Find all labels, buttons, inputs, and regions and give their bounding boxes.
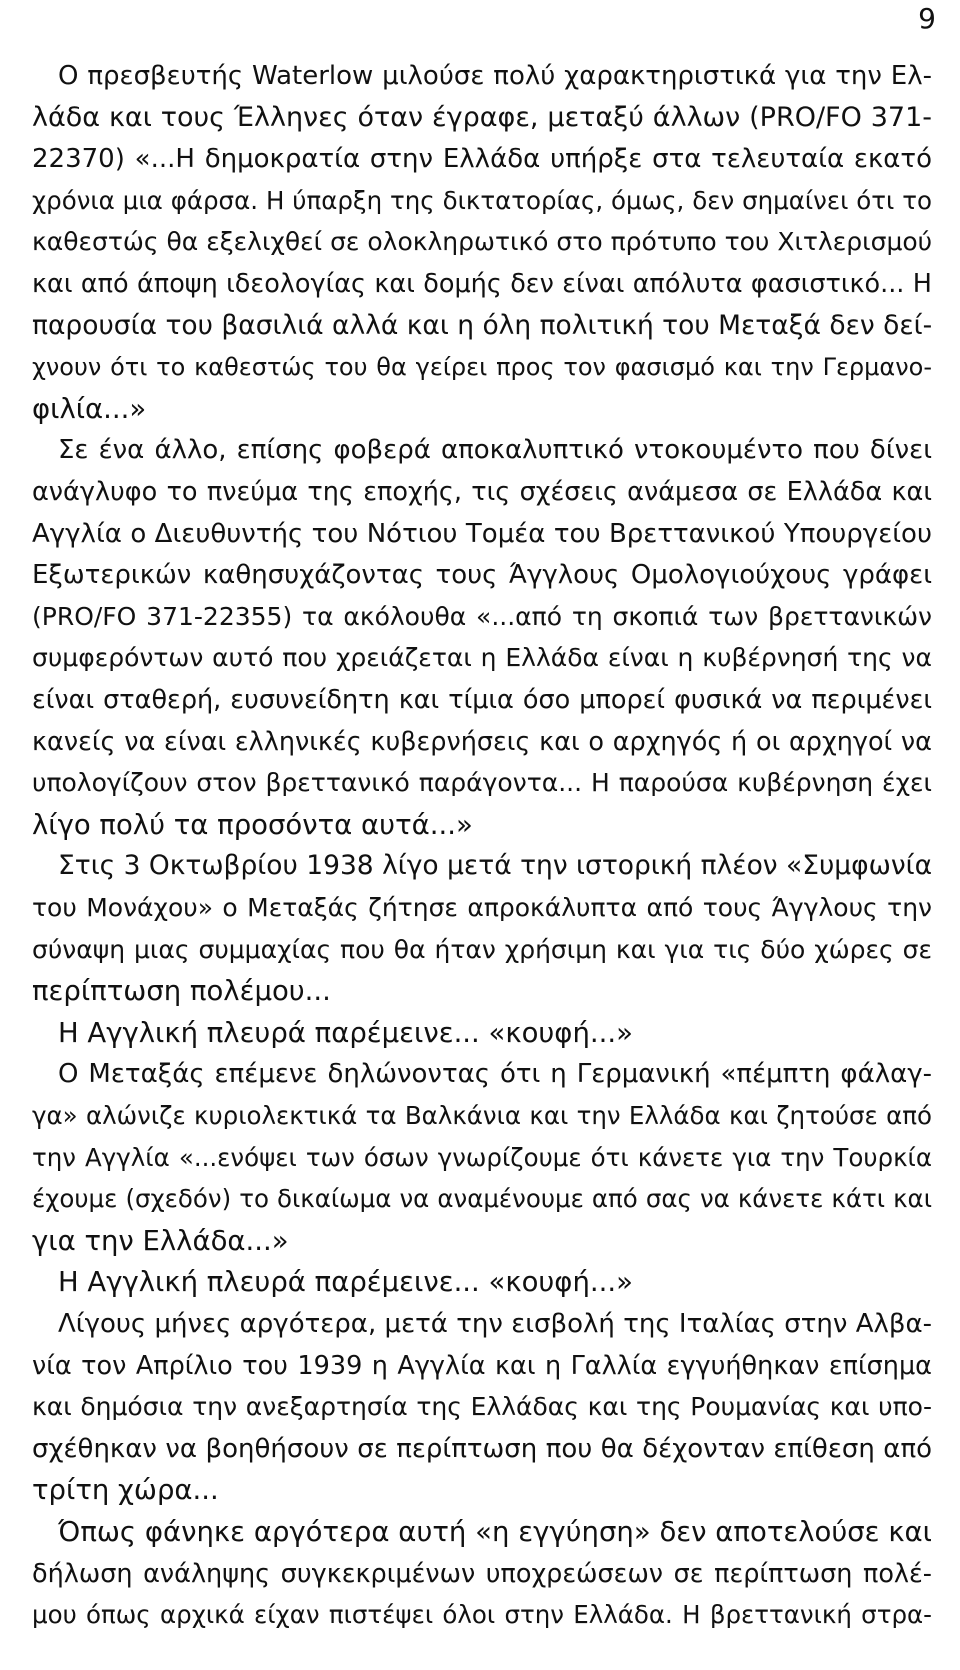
text-line: του Μονάχου» ο Μεταξάς ζήτησε απροκάλυπτα από τους Άγγλους την bbox=[32, 893, 932, 922]
text-line: σύναψη μιας συμμαχίας που θα ήταν χρήσιμη και για τις δύο χώρες σε bbox=[32, 934, 932, 964]
text-line: σχέθηκαν να βοηθήσουν σε περίπτωση που θα δέχονταν επίθεση από bbox=[32, 1433, 932, 1464]
text-line: 22370) «...Η δημοκρατία στην Ελλάδα υπήρξε στα τελευταία εκατό bbox=[32, 144, 932, 175]
text-line: χνουν ότι το καθεστώς του θα γείρει προς τον φασισμό και την Γερμανο- bbox=[32, 353, 932, 382]
text-line: την Αγγλία «...ενόψει των όσων γνωρίζουμε ότι κάνετε για την Τουρκία bbox=[32, 1142, 932, 1172]
text-line: χρόνια μια φάρσα. Η ύπαρξη της δικτατορίας, όμως, δεν σημαίνει ότι το bbox=[32, 185, 932, 215]
text-line: (PRO/FO 371-22355) τα ακόλουθα «...από τη σκοπιά των βρεττανικών bbox=[32, 601, 932, 631]
text-line: Η Αγγλική πλευρά παρέμεινε... «κουφή...» bbox=[58, 1016, 633, 1049]
page-number: 9 bbox=[918, 2, 936, 35]
text-line: και δημόσια την ανεξαρτησία της Ελλάδας και της Ρουμανίας και υπο- bbox=[32, 1392, 932, 1422]
text-line: Σε ένα άλλο, επίσης φοβερά αποκαλυπτικό ντοκουμέντο που δίνει bbox=[58, 435, 932, 466]
text-line: κανείς να είναι ελληνικές κυβερνήσεις και ο αρχηγός ή οι αρχηγοί να bbox=[32, 726, 932, 757]
text-line: λίγο πολύ τα προσόντα αυτά...» bbox=[32, 808, 473, 841]
text-line: καθεστώς θα εξελιχθεί σε ολοκληρωτικό στο πρότυπο του Χιτλερισμού bbox=[32, 227, 933, 257]
text-line: για την Ελλάδα...» bbox=[32, 1224, 289, 1257]
text-line: Ο πρεσβευτής Waterlow μιλούσε πολύ χαρακτηριστικά για την Ελ- bbox=[58, 61, 932, 91]
text-line: και από άποψη ιδεολογίας και δομής δεν είναι απόλυτα φασιστικό... Η bbox=[32, 269, 932, 299]
text-line: Εξωτερικών καθησυχάζοντας τους Άγγλους Ομολογιούχους γράφει bbox=[32, 560, 932, 591]
text-line: έχουμε (σχεδόν) το δικαίωμα να αναμένουμε από σας να κάνετε κάτι και bbox=[32, 1184, 932, 1214]
text-line: φιλία...» bbox=[32, 392, 147, 425]
text-line: παρουσία του βασιλιά αλλά και η όλη πολιτική του Μεταξά δεν δεί- bbox=[32, 309, 933, 341]
text-line: δήλωση ανάληψης συγκεκριμένων υποχρεώσεων σε περίπτωση πολέ- bbox=[32, 1558, 932, 1589]
text-line: Λίγους μήνες αργότερα, μετά την εισβολή της Ιταλίας στην Αλβα- bbox=[58, 1309, 932, 1339]
text-line: περίπτωση πολέμου... bbox=[32, 975, 331, 1008]
text-line: τρίτη χώρα... bbox=[32, 1474, 219, 1507]
text-line: Στις 3 Οκτωβρίου 1938 λίγο μετά την ιστορική πλέον «Συμφωνία bbox=[58, 850, 933, 882]
text-line: Όπως φάνηκε αργότερα αυτή «η εγγύηση» δεν αποτελούσε και bbox=[58, 1516, 932, 1548]
text-line: Η Αγγλική πλευρά παρέμεινε... «κουφή...» bbox=[58, 1266, 633, 1299]
text-line: νία τον Απρίλιο του 1939 η Αγγλία και η Γαλλία εγγυήθηκαν επίσημα bbox=[32, 1350, 932, 1381]
text-line: συμφερόντων αυτό που χρειάζεται η Ελλάδα είναι η κυβέρνησή της να bbox=[32, 643, 932, 673]
text-line: μου όπως αρχικά είχαν πιστέψει όλοι στην Ελλάδα. Η βρεττανική στρα- bbox=[32, 1600, 932, 1630]
text-line: λάδα και τους Έλληνες όταν έγραφε, μεταξύ άλλων (PRO/FO 371- bbox=[32, 101, 932, 133]
text-line: Ο Μεταξάς επέμενε δηλώνοντας ότι η Γερμανική «πέμπτη φάλαγ- bbox=[58, 1059, 932, 1090]
text-line: ανάγλυφο το πνεύμα της εποχής, τις σχέσεις ανάμεσα σε Ελλάδα και bbox=[32, 477, 932, 507]
text-line: υπολογίζουν στον βρεττανικό παράγοντα... Η παρούσα κυβέρνηση έχει bbox=[32, 768, 932, 798]
text-line: γα» αλώνιζε κυριολεκτικά τα Βαλκάνια και την Ελλάδα και ζητούσε από bbox=[32, 1101, 932, 1130]
text-line: είναι σταθερή, ευσυνείδητη και τίμια όσο μπορεί φυσικά να περιμένει bbox=[32, 685, 932, 715]
text-line: Αγγλία ο Διευθυντής του Νότιου Τομέα του Βρεττανικού Υπουργείου bbox=[32, 518, 932, 549]
